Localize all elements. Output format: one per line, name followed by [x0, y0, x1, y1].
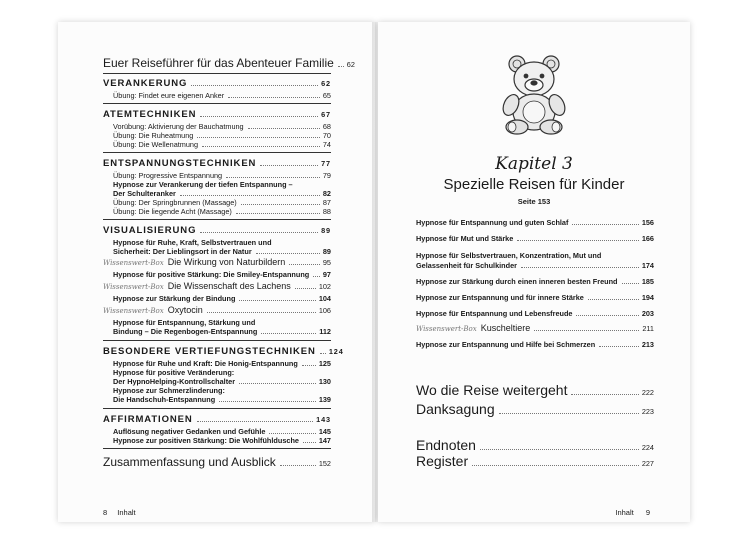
- left-page: [58, 22, 375, 522]
- toc-entry-box: Wissenswert-Box Oxytocin 106: [103, 305, 331, 315]
- divider: [103, 340, 331, 341]
- divider: [103, 408, 331, 409]
- toc-entry-line: Hypnose zur Schmerzlinderung:: [113, 386, 225, 395]
- toc-entry: Hypnose zur positiven Stärkung: Die Wohlfühldusche 147: [113, 436, 331, 445]
- toc-section-affirmationen: AFFIRMATIONEN 143: [103, 414, 331, 425]
- toc-entry: Vorübung: Aktivierung der Bauchatmung 68: [113, 122, 331, 131]
- toc-entry-line: Hypnose für Entspannung, Stärkung und: [113, 318, 256, 327]
- toc-entry: Übung: Die Ruheatmung 70: [113, 131, 331, 140]
- toc-entry: Bindung – Die Regenbogen-Entspannung 112: [113, 327, 331, 336]
- toc-entry: Übung: Progressive Entspannung 79: [113, 171, 331, 180]
- toc-entry: Hypnose zur Stärkung der Bindung 104: [113, 294, 331, 303]
- toc-section-visualisierung: VISUALISIERUNG 89: [103, 225, 331, 236]
- toc-entry-end: Register 227: [416, 453, 654, 469]
- toc-entry: Hypnose zur Stärkung durch einen inneren besten Freund 185: [416, 277, 654, 286]
- footer-label: Inhalt: [117, 508, 136, 517]
- toc-entry: Hypnose zur Entspannung und Hilfe bei Schmerzen 213: [416, 340, 654, 349]
- toc-entry: Die Handschuh-Entspannung 139: [113, 395, 331, 404]
- toc-entry-line: Hypnose für Ruhe, Kraft, Selbstvertrauen und: [113, 238, 272, 247]
- toc-entry: Sicherheit: Der Lieblingsort in der Natur 89: [113, 247, 331, 256]
- toc-entry-end: Endnoten 224: [416, 437, 654, 453]
- toc-entry-line: Hypnose zur Verankerung der tiefen Entspannung –: [113, 180, 293, 189]
- toc-entry: Übung: Die Wellenatmung 74: [113, 140, 331, 149]
- toc-entry: Auflösung negativer Gedanken und Gefühle 145: [113, 427, 331, 436]
- toc-entry: Gelassenheit für Schulkinder 174: [416, 261, 654, 270]
- divider: [103, 219, 331, 220]
- page-number: 9: [645, 508, 650, 517]
- page-number: 8: [103, 508, 108, 517]
- toc-entry-intro: Euer Reiseführer für das Abenteuer Familie 62: [103, 56, 355, 70]
- toc-entry-end: Danksagung 223: [416, 401, 654, 417]
- toc-section-entspannungstechniken: ENTSPANNUNGSTECHNIKEN 77: [103, 158, 331, 169]
- toc-entry-line: Hypnose für Selbstvertrauen, Konzentration, Mut und: [416, 251, 602, 260]
- chapter-label: Kapitel 3: [495, 154, 573, 174]
- toc-entry-box: Wissenswert-Box Kuscheltiere 211: [416, 323, 654, 333]
- toc-entry: Hypnose für Entspannung und guten Schlaf 156: [416, 218, 654, 227]
- page-footer-left: [103, 508, 136, 517]
- chapter-page: Seite 153: [517, 197, 551, 206]
- toc-entry: Hypnose für Entspannung und Lebensfreude 203: [416, 309, 654, 318]
- chapter-title: Spezielle Reisen für Kinder: [443, 176, 625, 193]
- toc-entry: Übung: Die liegende Acht (Massage) 88: [113, 207, 331, 216]
- toc-entry: Hypnose für Ruhe und Kraft: Die Honig-Entspannung 125: [113, 359, 331, 368]
- toc-entry: Der Schulteranker 82: [113, 189, 331, 198]
- toc-section-atemtechniken: ATEMTECHNIKEN 67: [103, 109, 331, 120]
- right-page: [378, 22, 690, 522]
- toc-section-vertiefungstechniken: BESONDERE VERTIEFUNGSTECHNIKEN 124: [103, 346, 344, 357]
- footer-label: Inhalt: [615, 508, 634, 517]
- divider: [103, 152, 331, 153]
- toc-entry: Hypnose zur Entspannung und für innere Stärke 194: [416, 293, 654, 302]
- page-footer-right: [615, 508, 650, 517]
- toc-entry-box: Wissenswert-Box Die Wissenschaft des Lachens 102: [103, 281, 331, 291]
- toc-entry-outro: Zusammenfassung und Ausblick 152: [103, 455, 331, 469]
- toc-entry: Übung: Findet eure eigenen Anker 65: [113, 91, 331, 100]
- toc-entry: Hypnose für Mut und Stärke 166: [416, 234, 654, 243]
- divider: [103, 73, 331, 74]
- toc-entry-end: Wo die Reise weitergeht 222: [416, 382, 654, 398]
- toc-entry-line: Hypnose für positive Veränderung:: [113, 368, 235, 377]
- toc-entry: Übung: Der Springbrunnen (Massage) 87: [113, 198, 331, 207]
- divider: [103, 103, 331, 104]
- toc-entry: Der HypnoHelping-Kontrollschalter 130: [113, 377, 331, 386]
- divider: [103, 448, 331, 449]
- toc-section-verankerung: VERANKERUNG 62: [103, 78, 331, 89]
- toc-entry-box: Wissenswert-Box Die Wirkung von Naturbildern 95: [103, 257, 331, 267]
- toc-entry: Hypnose für positive Stärkung: Die Smiley-Entspannung 97: [113, 270, 331, 279]
- teddy-bear-icon: [484, 52, 584, 136]
